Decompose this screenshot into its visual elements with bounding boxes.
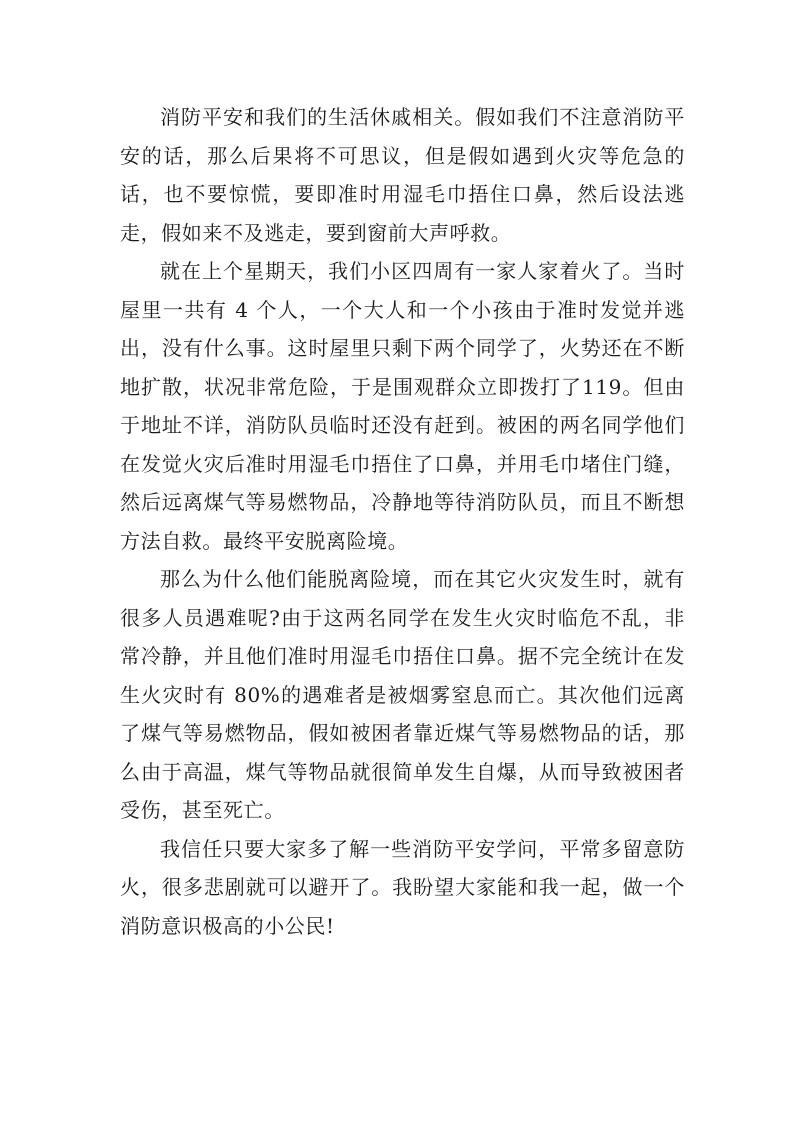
paragraph-4: 我信任只要大家多了解一些消防平安学问，平常多留意防火，很多悲剧就可以避开了。我盼望大家能和我一起，做一个消防意识极高的小公民!: [120, 836, 685, 938]
paragraph-3: 那么为什么他们能脱离险境，而在其它火灾发生时，就有很多人员遇难呢?由于这两名同学在发生火灾时临危不乱，非常冷静，并且他们准时用湿毛巾捂住口鼻。据不完全统计在发生火灾时有 80%的遇难者是被烟雾窒息而亡。其次他们远离了煤气等易燃物品，假如被困者靠近煤气等易燃物品的话，那么由于高温，煤气等物品就很简单发生自爆，从而导致被困者受伤，甚至死亡。: [120, 567, 685, 822]
paragraph-1: 消防平安和我们的生活休戚相关。假如我们不注意消防平安的话，那么后果将不可思议，但是假如遇到火灾等危急的话，也不要惊慌，要即准时用湿毛巾捂住口鼻，然后设法逃走，假如来不及逃走，要到窗前大声呼救。: [120, 105, 685, 245]
document-body: [120, 98, 685, 945]
paragraph-2: 就在上个星期天，我们小区四周有一家人家着火了。当时屋里一共有 4 个人，一个大人和一个小孩由于准时发觉并逃出，没有什么事。这时屋里只剩下两个同学了，火势还在不断地扩散，状况非常危险，于是围观群众立即拨打了119。但由于地址不详，消防队员临时还没有赶到。被困的两名同学他们在发觉火灾后准时用湿毛巾捂住了口鼻，并用毛巾堵住门缝，然后远离煤气等易燃物品，冷静地等待消防队员，而且不断想方法自救。最终平安脱离险境。: [120, 259, 685, 553]
